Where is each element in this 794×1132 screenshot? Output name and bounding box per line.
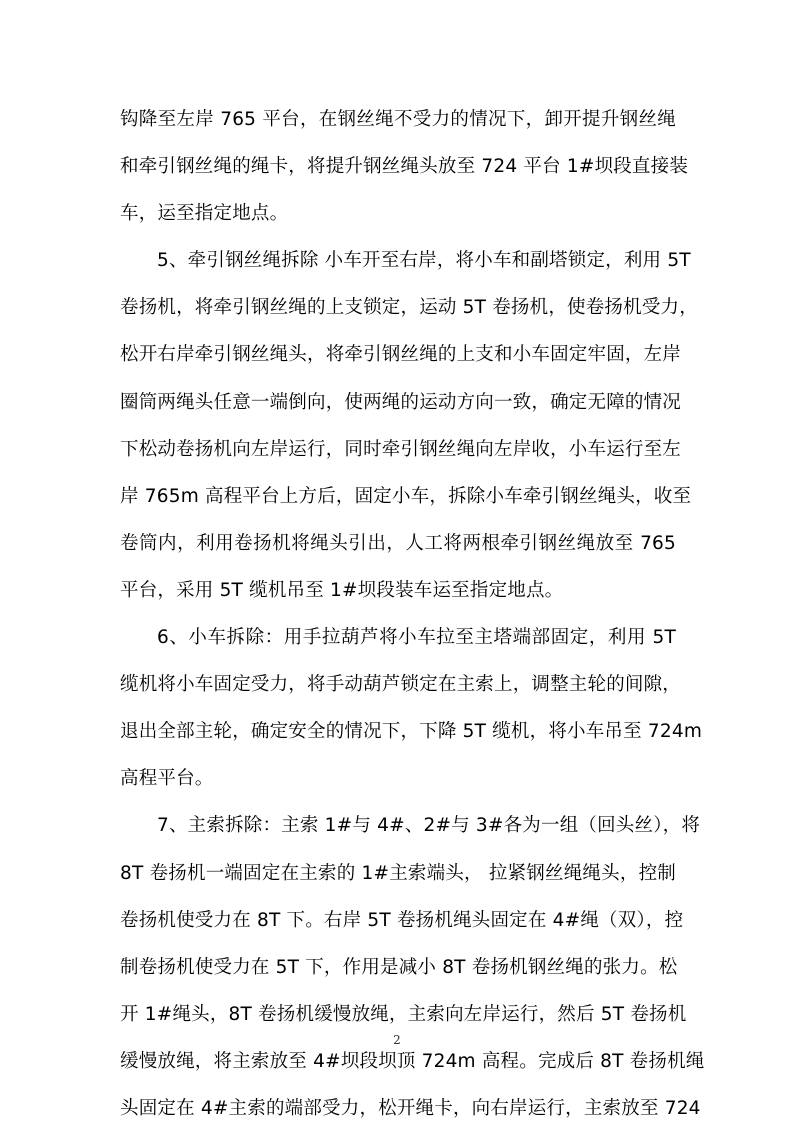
text-line: 钩降至左岸 765 平台，在钢丝绳不受力的情况下，卸开提升钢丝绳 [120, 109, 676, 130]
text-line: 缆机将小车固定受力，将手动葫芦锁定在主索上，调整主轮的间隙， [120, 674, 682, 696]
text-line: 松开右岸牵引钢丝绳头，将牵引钢丝绳的上支和小车固定牢固，左岸 [120, 344, 682, 366]
text-line: 卷扬机，将牵引钢丝绳的上支锁定，运动 5T 卷扬机，使卷扬机受力， [120, 297, 698, 319]
text-line: 头固定在 4#主索的端部受力，松开绳卡，向右岸运行，主索放至 724 [120, 1097, 701, 1119]
text-line: 和牵引钢丝绳的绳卡，将提升钢丝绳头放至 724 平台 1#坝段直接装 [120, 156, 689, 178]
text-line: 圈筒两绳头任意一端倒向，使两绳的运动方向一致，确定无障的情况 [120, 391, 682, 413]
text-line: 退出全部主轮，确定安全的情况下，下降 5T 缆机，将小车吊至 724m [120, 721, 703, 743]
page-number: 2 [393, 1033, 401, 1047]
text-line: 8T 卷扬机一端固定在主索的 1#主索端头， 拉紧钢丝绳绳头，控制 [120, 862, 676, 884]
text-line: 卷筒内，利用卷扬机将绳头引出，人工将两根牵引钢丝绳放至 765 [120, 532, 676, 554]
text-line: 高程平台。 [120, 768, 214, 790]
paragraph-6-start: 6、小车拆除：用手拉葫芦将小车拉至主塔端部固定，利用 5T [157, 627, 676, 649]
paragraph-5-start: 5、牵引钢丝绳拆除 小车开至右岸，将小车和副塔锁定，利用 5T [157, 250, 691, 272]
text-line: 下松动卷扬机向左岸运行，同时牵引钢丝绳向左岸收，小车运行至左 [120, 438, 682, 460]
body-text [120, 96, 705, 1132]
text-line: 卷扬机使受力在 8T 下。右岸 5T 卷扬机绳头固定在 4#绳（双），控 [120, 909, 684, 931]
text-line: 缓慢放绳，将主索放至 4#坝段坝顶 724m 高程。完成后 8T 卷扬机绳 [120, 1050, 705, 1072]
text-line: 平台，采用 5T 缆机吊至 1#坝段装车运至指定地点。 [120, 579, 564, 601]
paragraph-7-start: 7、主索拆除：主索 1#与 4#、2#与 3#各为一组（回头丝），将 [157, 815, 701, 837]
text-line: 车，运至指定地点。 [120, 203, 289, 225]
text-line: 开 1#绳头，8T 卷扬机缓慢放绳，主索向左岸运行，然后 5T 卷扬机 [120, 1003, 687, 1025]
text-line: 制卷扬机使受力在 5T 下，作用是减小 8T 卷扬机钢丝绳的张力。松 [120, 956, 678, 978]
text-line: 岸 765m 高程平台上方后，固定小车，拆除小车牵引钢丝绳头，收至 [120, 485, 692, 507]
